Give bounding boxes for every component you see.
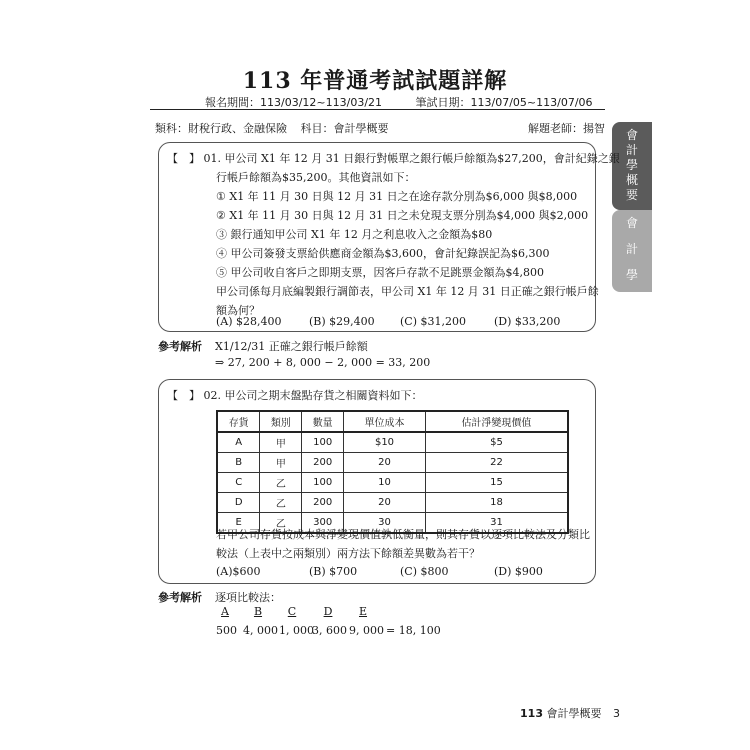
answer-options bbox=[216, 315, 596, 329]
option-c[interactable]: (C) $31,200 bbox=[400, 315, 466, 328]
table-cell: 300 bbox=[302, 513, 344, 534]
calc-value: 500 bbox=[216, 624, 237, 637]
calc-value: 3, 600 bbox=[312, 624, 347, 637]
option-b[interactable]: (B) $700 bbox=[309, 565, 358, 578]
table-cell: D bbox=[217, 493, 260, 513]
page-footer bbox=[520, 705, 620, 721]
table-cell: 100 bbox=[302, 432, 344, 453]
option-b[interactable]: (B) $29,400 bbox=[309, 315, 375, 328]
table-cell: 10 bbox=[344, 473, 426, 493]
table-cell: A bbox=[217, 432, 260, 453]
column-header: 估計淨變現價值 bbox=[425, 411, 568, 432]
table-cell: B bbox=[217, 453, 260, 473]
table-header-row bbox=[217, 411, 568, 432]
side-tab-label: 會 計 學 概 要 bbox=[625, 128, 638, 202]
table-cell: $5 bbox=[425, 432, 568, 453]
itemwise-calculation bbox=[210, 605, 460, 641]
table-row bbox=[217, 432, 568, 453]
option-d[interactable]: (D) $900 bbox=[494, 565, 543, 578]
info-item: ④ 甲公司簽發支票給供應商金額為$3,600，會計紀錄誤記為$6,300 bbox=[216, 247, 550, 260]
calc-letter: A bbox=[221, 605, 229, 618]
option-d[interactable]: (D) $33,200 bbox=[494, 315, 561, 328]
footer-book-title: 會計學概要 bbox=[546, 707, 602, 720]
info-item: ① X1 年 11 月 30 日與 12 月 31 日之在途存款分別為$6,000 與$8,000 bbox=[216, 190, 578, 203]
page-number: 3 bbox=[613, 707, 620, 720]
table-cell: 200 bbox=[302, 453, 344, 473]
teacher: 解題老師：揚智 bbox=[528, 122, 605, 135]
calc-total: = 18, 100 bbox=[386, 624, 441, 637]
exam-meta bbox=[155, 120, 605, 136]
side-tab-label: 會 計 學 bbox=[625, 216, 638, 282]
table-cell: 31 bbox=[425, 513, 568, 534]
answer-calc: ⇒ 27, 200 + 8, 000 − 2, 000 = 33, 200 bbox=[215, 356, 431, 369]
answer-label: 參考解析 bbox=[158, 591, 202, 604]
info-item: ⑤ 甲公司收自客戶之即期支票，因客戶存款不足跳票金額為$4,800 bbox=[216, 266, 544, 279]
option-a[interactable]: (A)$600 bbox=[216, 565, 261, 578]
table-cell: E bbox=[217, 513, 260, 534]
column-header: 數量 bbox=[302, 411, 344, 432]
calc-value: 1, 000 bbox=[279, 624, 314, 637]
answer-options bbox=[216, 565, 596, 579]
table-cell: C bbox=[217, 473, 260, 493]
option-a[interactable]: (A) $28,400 bbox=[216, 315, 282, 328]
table-cell: 乙 bbox=[260, 473, 302, 493]
question-text: 若甲公司存貨按成本與淨變現價值孰低衡量，則其存貨以逐項比較法及分類比 bbox=[216, 528, 590, 541]
exam-date: 筆試日期：113/07/05~113/07/06 bbox=[415, 96, 593, 109]
table-cell: 甲 bbox=[260, 432, 302, 453]
question-text: 甲公司係每月底編製銀行調節表，甲公司 X1 年 12 月 31 日正確之銀行帳戶餘 bbox=[216, 285, 599, 298]
side-tab-accounting[interactable] bbox=[612, 210, 652, 292]
column-header: 類別 bbox=[260, 411, 302, 432]
table-cell: 22 bbox=[425, 453, 568, 473]
table-cell: 甲 bbox=[260, 453, 302, 473]
column-header: 單位成本 bbox=[344, 411, 426, 432]
calc-letter: B bbox=[253, 605, 263, 618]
footer-book-number: 113 bbox=[520, 707, 543, 720]
answer-line: 逐項比較法： bbox=[215, 591, 281, 604]
category: 類科：財稅行政、金融保險 bbox=[155, 122, 287, 135]
table-cell: $10 bbox=[344, 432, 426, 453]
question-stem: 01. 甲公司 X1 年 12 月 31 日銀行對帳單之銀行帳戶餘額為$27,200，會計紀錄之銀 bbox=[203, 152, 620, 165]
table-cell: 20 bbox=[344, 493, 426, 513]
calc-letter: E bbox=[358, 605, 368, 618]
option-c[interactable]: (C) $800 bbox=[400, 565, 449, 578]
table-row bbox=[217, 493, 568, 513]
calc-letter: D bbox=[323, 605, 333, 618]
table-cell: 乙 bbox=[260, 513, 302, 534]
header-rule bbox=[150, 109, 605, 110]
calc-letter: C bbox=[287, 605, 297, 618]
question-stem-cont: 行帳戶餘額為$35,200。其他資訊如下： bbox=[216, 171, 416, 184]
info-item: ② X1 年 11 月 30 日與 12 月 31 日之未兌現支票分別為$4,000 與$2,000 bbox=[216, 209, 589, 222]
table-cell: 100 bbox=[302, 473, 344, 493]
question-stem: 02. 甲公司之期末盤點存貨之相關資料如下： bbox=[203, 389, 423, 402]
subject: 科目：會計學概要 bbox=[300, 122, 389, 135]
answer-bracket: 【 】 bbox=[167, 152, 200, 165]
table-cell: 18 bbox=[425, 493, 568, 513]
table-cell: 15 bbox=[425, 473, 568, 493]
column-header: 存貨 bbox=[217, 411, 260, 432]
exam-dates bbox=[150, 94, 610, 110]
info-item: ③ 銀行通知甲公司 X1 年 12 月之利息收入之金額為$80 bbox=[216, 228, 493, 241]
registration-period: 報名期間：113/03/12~113/03/21 bbox=[205, 96, 383, 109]
question-text-cont: 較法（上表中之兩類別）兩方法下餘額差異數為若干？ bbox=[216, 547, 480, 560]
page-title: 113 年普通考試試題詳解 bbox=[242, 68, 508, 94]
answer-bracket: 【 】 bbox=[167, 389, 200, 402]
calc-value: 4, 000 bbox=[243, 624, 278, 637]
question-1-box bbox=[158, 142, 620, 332]
question-2-box bbox=[158, 379, 596, 584]
table-row bbox=[217, 453, 568, 473]
calc-value: 9, 000 bbox=[349, 624, 384, 637]
answer-label: 參考解析 bbox=[158, 340, 202, 353]
table-cell: 20 bbox=[344, 453, 426, 473]
answer-line: X1/12/31 正確之銀行帳戶餘額 bbox=[215, 340, 368, 353]
side-tab-accounting-intro[interactable] bbox=[612, 122, 652, 210]
inventory-table bbox=[216, 410, 569, 534]
table-cell: 乙 bbox=[260, 493, 302, 513]
table-row bbox=[217, 473, 568, 493]
table-cell: 200 bbox=[302, 493, 344, 513]
table-cell: 30 bbox=[344, 513, 426, 534]
question-text-cont: 額為何？ bbox=[216, 304, 260, 317]
